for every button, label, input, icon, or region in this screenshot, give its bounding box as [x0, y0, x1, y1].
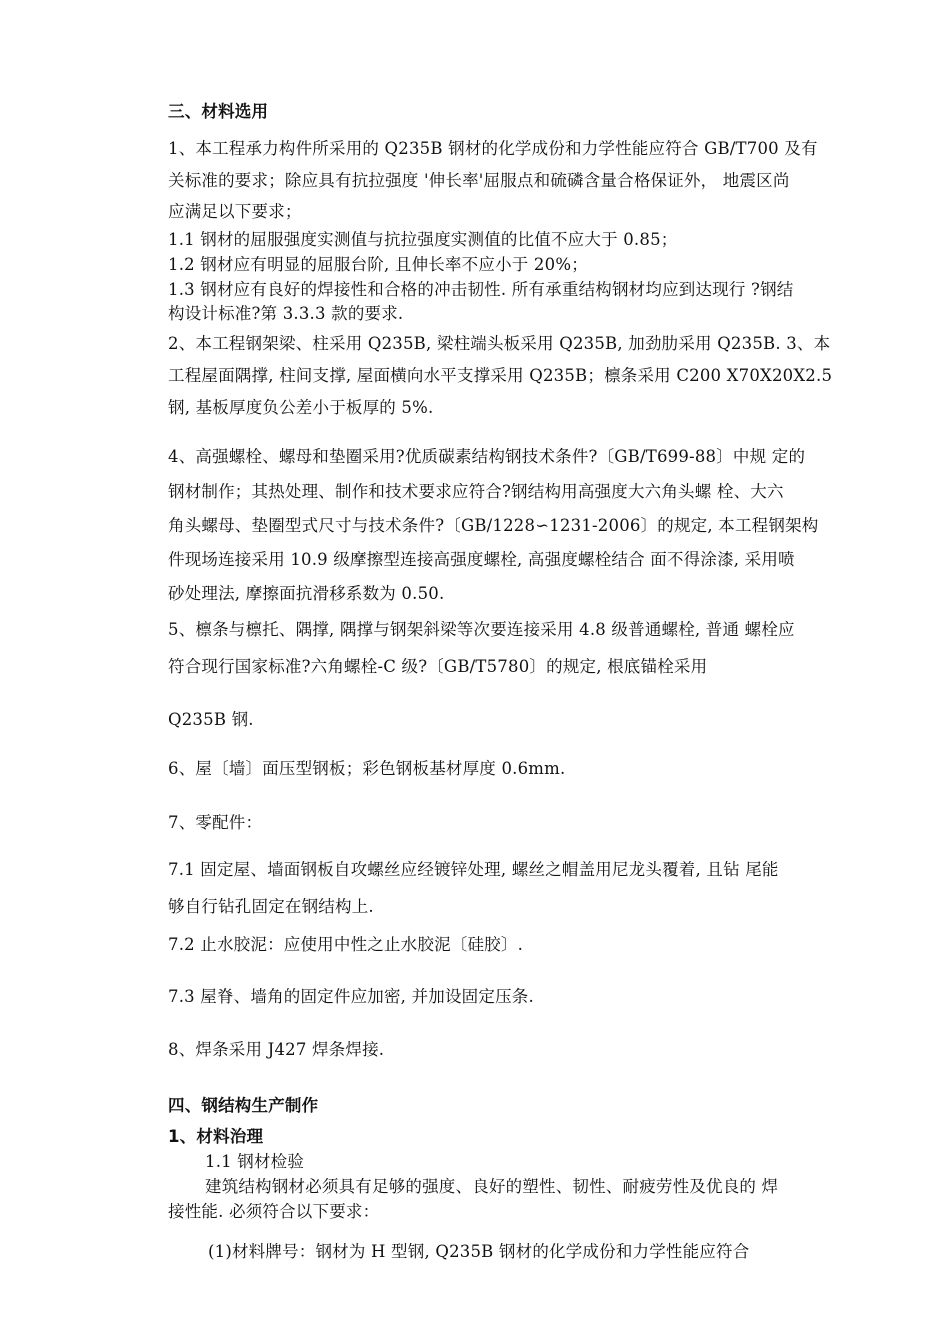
item-4-line-3: 角头螺母、垫圈型式尺寸与技术条件?〔GB/1228∽1231-2006〕的规定, 本工程钢架构 — [168, 516, 819, 535]
item-2-3-line-2: 工程屋面隅撑, 柱间支撑, 屋面横向水平支撑采用 Q235B；檩条采用 C200 X70X20X2.5 — [168, 366, 833, 385]
item-4-line-2: 钢材制作；其热处理、制作和技术要求应符合?钢结构用高强度大六角头螺 栓、大六 — [168, 482, 784, 501]
item-1-3-line-1: 1.3 钢材应有良好的焊接性和合格的冲击韧性. 所有承重结构钢材均应到达现行 ?钢结 — [168, 280, 794, 299]
paragraph-line-1: 建筑结构钢材必须具有足够的强度、良好的塑性、韧性、耐疲劳性及优良的 焊 — [205, 1177, 779, 1196]
item-1-line-2: 关标准的要求；除应具有抗拉强度 '伸长率'屈服点和硫磷含量合格保证外， 地震区尚 — [168, 171, 790, 190]
section-4-heading: 四、钢结构生产制作 — [168, 1096, 319, 1115]
item-6: 6、屋〔墙〕面压型钢板；彩色钢板基材厚度 0.6mm. — [168, 759, 566, 778]
item-7-2: 7.2 止水胶泥：应使用中性之止水胶泥〔硅胶〕. — [168, 935, 524, 954]
item-5-line-2: 符合现行国家标准?六角螺栓-C 级?〔GB/T5780〕的规定, 根底锚栓采用 — [168, 657, 708, 676]
item-7: 7、零配件： — [168, 813, 263, 832]
item-1-line-3: 应满足以下要求； — [168, 202, 302, 221]
subsection-1-1-heading: 1.1 钢材检验 — [205, 1152, 305, 1171]
item-5-line-1: 5、檩条与檩托、隅撑, 隅撑与钢架斜梁等次要连接采用 4.8 级普通螺栓, 普通 螺栓应 — [168, 620, 795, 639]
item-7-1-line-1: 7.1 固定屋、墙面钢板自攻螺丝应经镀锌处理, 螺丝之帽盖用尼龙头覆着, 且钻 尾能 — [168, 860, 779, 879]
item-1-2: 1.2 钢材应有明显的屈服台阶, 且伸长率不应小于 20%； — [168, 255, 588, 274]
item-4-line-1: 4、高强螺栓、螺母和垫圈采用?优质碳素结构钢技术条件?〔GB/T699-88〕中规 定的 — [168, 447, 806, 466]
item-2-3-line-1: 2、本工程钢架梁、柱采用 Q235B, 梁柱端头板采用 Q235B, 加劲肋采用 Q235B. 3、本 — [168, 334, 831, 353]
item-1-line-1: 1、本工程承力构件所采用的 Q235B 钢材的化学成份和力学性能应符合 GB/T700 及有 — [168, 139, 818, 158]
item-2-3-line-3: 钢, 基板厚度负公差小于板厚的 5%. — [168, 398, 434, 417]
section-3-heading: 三、材料选用 — [168, 102, 269, 121]
item-4-line-5: 砂处理法, 摩擦面抗滑移系数为 0.50. — [168, 584, 445, 603]
requirement-item-1: (1)材料牌号：钢材为 H 型钢, Q235B 钢材的化学成份和力学性能应符合 — [208, 1242, 750, 1261]
item-5-line-3: Q235B 钢. — [168, 710, 254, 729]
item-8: 8、焊条采用 J427 焊条焊接. — [168, 1040, 385, 1059]
item-7-3: 7.3 屋脊、墙角的固定件应加密, 并加设固定压条. — [168, 987, 534, 1006]
subsection-1-heading: 1、材料治理 — [168, 1127, 264, 1146]
item-4-line-4: 件现场连接采用 10.9 级摩擦型连接高强度螺栓, 高强度螺栓结合 面不得涂漆, 采用喷 — [168, 550, 795, 569]
item-1-3-line-2: 构设计标准?第 3.3.3 款的要求. — [168, 304, 404, 323]
paragraph-line-2: 接性能. 必须符合以下要求： — [168, 1202, 380, 1221]
item-7-1-line-2: 够自行钻孔固定在钢结构上. — [168, 897, 374, 916]
item-1-1: 1.1 钢材的屈服强度实测值与抗拉强度实测值的比值不应大于 0.85； — [168, 230, 678, 249]
